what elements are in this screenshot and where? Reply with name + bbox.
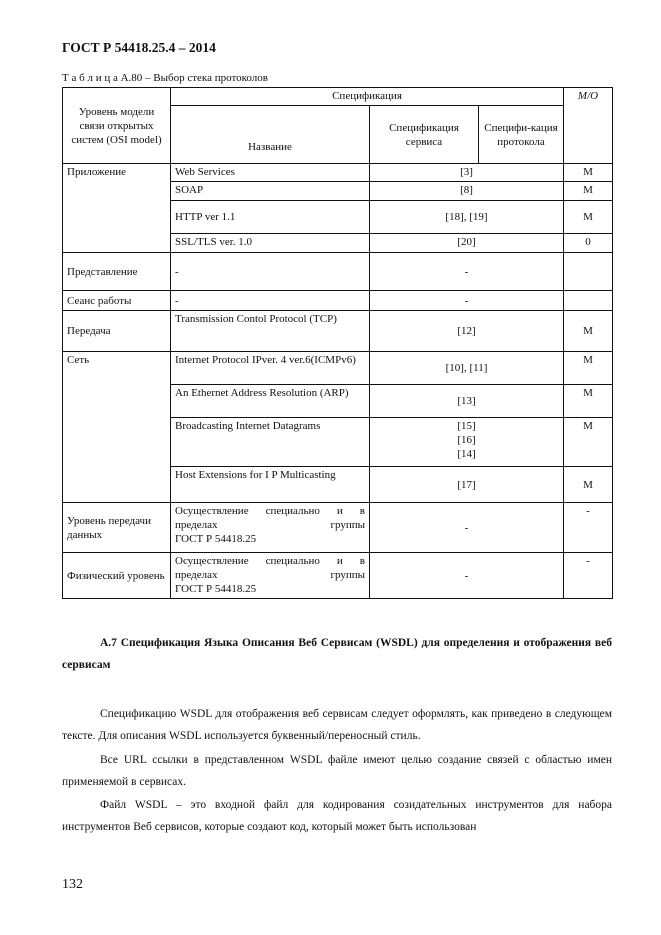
mo-cell: M: [564, 311, 613, 352]
spec-cell: [18], [19]: [370, 201, 564, 234]
spec-cell: -: [370, 291, 564, 311]
protocol-stack-table: [62, 87, 613, 599]
layer-cell: Сеть: [63, 352, 171, 503]
name-cell: SSL/TLS ver. 1.0: [171, 234, 370, 253]
name-cell: [171, 503, 370, 553]
mo-cell: M: [564, 182, 613, 201]
table-row: [63, 164, 613, 182]
header-specification: Спецификация: [171, 88, 564, 106]
name-cell: Web Services: [171, 164, 370, 182]
spec-cell: [13]: [370, 385, 564, 418]
spec-cell: [10], [11]: [370, 352, 564, 385]
table-row: [63, 253, 613, 291]
page-number: 132: [62, 877, 83, 892]
spec-cell: [15] [16] [14]: [370, 418, 564, 467]
paragraph: Файл WSDL – это входной файл для кодирования созидательных инструментов для набора инструментов Веб сервисов, которые создают код, который может быть использован: [62, 799, 612, 833]
mo-cell: [564, 291, 613, 311]
spec-cell: [20]: [370, 234, 564, 253]
name-line: Осуществление специально и в пределах группы: [175, 505, 365, 531]
header-osi-layer: Уровень модели связи открытых систем (OSI model): [63, 88, 171, 164]
mo-cell: -: [564, 553, 613, 599]
layer-cell: Сеанс работы: [63, 291, 171, 311]
name-cell: Host Extensions for I P Multicasting: [171, 467, 370, 503]
spec-cell: -: [370, 503, 564, 553]
paragraph: Все URL ссылки в представленном WSDL файле имеют целью создание связей с областью имен применяемой в сервисах.: [62, 754, 612, 788]
header-protocol-spec: Специфи-кация протокола: [479, 106, 564, 164]
paragraph: Спецификацию WSDL для отображения веб сервисам следует оформлять, как приведено в следующем тексте. Для описания WSDL используется буквенный/переносный стиль.: [62, 708, 612, 742]
name-cell: [171, 553, 370, 599]
mo-cell: [564, 253, 613, 291]
document-code: ГОСТ Р 54418.25.4 – 2014: [62, 40, 216, 55]
spec-cell: -: [370, 253, 564, 291]
section-title: А.7 Спецификация Языка Описания Веб Сервисам (WSDL) для определения и отображения веб сервисам: [62, 637, 612, 671]
mo-cell: -: [564, 503, 613, 553]
spec-cell: [12]: [370, 311, 564, 352]
name-cell: Internet Protocol IPver. 4 ver.6(ICMPv6): [171, 352, 370, 385]
spec-cell: [17]: [370, 467, 564, 503]
name-cell: Transmission Contol Protocol (TCP): [171, 311, 370, 352]
name-cell: An Ethernet Address Resolution (ARP): [171, 385, 370, 418]
table-row: [63, 291, 613, 311]
name-cell: SOAP: [171, 182, 370, 201]
table-row: [63, 553, 613, 599]
table-caption: Т а б л и ц а А.80 – Выбор стека протоколов: [62, 72, 268, 84]
name-cell: -: [171, 253, 370, 291]
name-line: Осуществление специально и в пределах группы: [175, 555, 365, 581]
name-line: ГОСТ Р 54418.25: [175, 583, 257, 595]
mo-cell: M: [564, 164, 613, 182]
table-row: [63, 503, 613, 553]
mo-cell: M: [564, 467, 613, 503]
name-cell: HTTP ver 1.1: [171, 201, 370, 234]
table-row: [63, 352, 613, 385]
layer-cell: Физический уровень: [63, 553, 171, 599]
name-cell: -: [171, 291, 370, 311]
spec-cell: -: [370, 553, 564, 599]
mo-cell: 0: [564, 234, 613, 253]
spec-cell: [8]: [370, 182, 564, 201]
mo-cell: M: [564, 352, 613, 385]
mo-cell: M: [564, 385, 613, 418]
name-line: ГОСТ Р 54418.25: [175, 533, 257, 545]
layer-cell: Представление: [63, 253, 171, 291]
layer-cell: Приложение: [63, 164, 171, 253]
mo-cell: M: [564, 418, 613, 467]
header-name: Название: [171, 106, 370, 164]
layer-cell: Передача: [63, 311, 171, 352]
header-mo: M/O: [564, 88, 613, 164]
table-row: [63, 311, 613, 352]
spec-cell: [3]: [370, 164, 564, 182]
header-service-spec: Спецификация сервиса: [370, 106, 479, 164]
layer-cell: Уровень передачи данных: [63, 503, 171, 553]
name-cell: Broadcasting Internet Datagrams: [171, 418, 370, 467]
mo-cell: M: [564, 201, 613, 234]
